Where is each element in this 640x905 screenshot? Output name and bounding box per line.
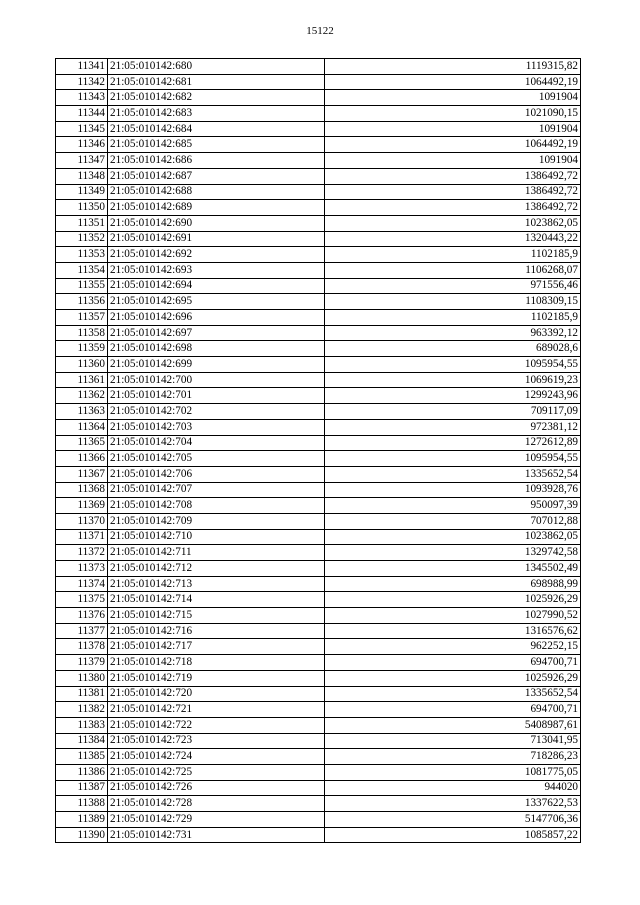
row-number-cell: 11377	[56, 623, 108, 639]
cadastral-value-cell: 1108309,15	[325, 294, 581, 310]
cadastral-number-cell: 21:05:010142:680	[108, 59, 325, 75]
cadastral-value-cell: 1102185,9	[325, 247, 581, 263]
table-row	[56, 670, 581, 686]
cadastral-number-cell: 21:05:010142:724	[108, 749, 325, 765]
cadastral-value-cell: 1093928,76	[325, 482, 581, 498]
cadastral-number-cell: 21:05:010142:685	[108, 137, 325, 153]
row-number-cell: 11347	[56, 153, 108, 169]
cadastral-value-cell: 963392,12	[325, 325, 581, 341]
table-row	[56, 388, 581, 404]
cadastral-value-cell: 972381,12	[325, 419, 581, 435]
cadastral-number-cell: 21:05:010142:693	[108, 262, 325, 278]
row-number-cell: 11383	[56, 717, 108, 733]
page-number: 15122	[306, 25, 334, 37]
row-number-cell: 11357	[56, 310, 108, 326]
cadastral-number-cell: 21:05:010142:689	[108, 200, 325, 216]
row-number-cell: 11356	[56, 294, 108, 310]
cadastral-number-cell: 21:05:010142:720	[108, 686, 325, 702]
cadastral-value-cell: 1081775,05	[325, 764, 581, 780]
row-number-cell: 11366	[56, 451, 108, 467]
cadastral-number-cell: 21:05:010142:711	[108, 545, 325, 561]
cadastral-value-cell: 1091904	[325, 153, 581, 169]
row-number-cell: 11388	[56, 796, 108, 812]
cadastral-number-cell: 21:05:010142:696	[108, 310, 325, 326]
cadastral-number-cell: 21:05:010142:702	[108, 404, 325, 420]
table-row	[56, 498, 581, 514]
table-row	[56, 466, 581, 482]
row-number-cell: 11385	[56, 749, 108, 765]
cadastral-number-cell: 21:05:010142:681	[108, 74, 325, 90]
row-number-cell: 11344	[56, 106, 108, 122]
table-row	[56, 74, 581, 90]
row-number-cell: 11368	[56, 482, 108, 498]
row-number-cell: 11374	[56, 576, 108, 592]
table-row	[56, 482, 581, 498]
row-number-cell: 11353	[56, 247, 108, 263]
cadastral-number-cell: 21:05:010142:715	[108, 608, 325, 624]
cadastral-number-cell: 21:05:010142:708	[108, 498, 325, 514]
cadastral-number-cell: 21:05:010142:687	[108, 168, 325, 184]
cadastral-number-cell: 21:05:010142:712	[108, 561, 325, 577]
cadastral-number-cell: 21:05:010142:683	[108, 106, 325, 122]
row-number-cell: 11341	[56, 59, 108, 75]
cadastral-value-cell: 1345502,49	[325, 561, 581, 577]
cadastral-number-cell: 21:05:010142:691	[108, 231, 325, 247]
table-row	[56, 90, 581, 106]
cadastral-value-cell: 1027990,52	[325, 608, 581, 624]
cadastral-number-cell: 21:05:010142:703	[108, 419, 325, 435]
table-row	[56, 686, 581, 702]
table-row	[56, 419, 581, 435]
cadastral-value-cell: 1337622,53	[325, 796, 581, 812]
table-row	[56, 435, 581, 451]
cadastral-number-cell: 21:05:010142:699	[108, 357, 325, 373]
cadastral-value-cell: 950097,39	[325, 498, 581, 514]
cadastral-number-cell: 21:05:010142:718	[108, 655, 325, 671]
cadastral-number-cell: 21:05:010142:726	[108, 780, 325, 796]
row-number-cell: 11360	[56, 357, 108, 373]
row-number-cell: 11348	[56, 168, 108, 184]
cadastral-number-cell: 21:05:010142:709	[108, 513, 325, 529]
row-number-cell: 11387	[56, 780, 108, 796]
row-number-cell: 11380	[56, 670, 108, 686]
table-row	[56, 404, 581, 420]
table-row	[56, 325, 581, 341]
row-number-cell: 11362	[56, 388, 108, 404]
row-number-cell: 11355	[56, 278, 108, 294]
table-row	[56, 702, 581, 718]
cadastral-value-cell: 1064492,19	[325, 137, 581, 153]
cadastral-value-cell: 1335652,54	[325, 686, 581, 702]
cadastral-value-cell: 1023862,05	[325, 529, 581, 545]
row-number-cell: 11343	[56, 90, 108, 106]
table-row	[56, 639, 581, 655]
row-number-cell: 11384	[56, 733, 108, 749]
row-number-cell: 11345	[56, 121, 108, 137]
cadastral-value-cell: 1320443,22	[325, 231, 581, 247]
row-number-cell: 11351	[56, 215, 108, 231]
row-number-cell: 11371	[56, 529, 108, 545]
cadastral-number-cell: 21:05:010142:710	[108, 529, 325, 545]
table-row	[56, 451, 581, 467]
row-number-cell: 11390	[56, 827, 108, 843]
cadastral-number-cell: 21:05:010142:697	[108, 325, 325, 341]
cadastral-value-cell: 694700,71	[325, 702, 581, 718]
row-number-cell: 11354	[56, 262, 108, 278]
cadastral-value-cell: 1335652,54	[325, 466, 581, 482]
cadastral-number-cell: 21:05:010142:713	[108, 576, 325, 592]
cadastral-number-cell: 21:05:010142:725	[108, 764, 325, 780]
row-number-cell: 11350	[56, 200, 108, 216]
cadastral-number-cell: 21:05:010142:690	[108, 215, 325, 231]
row-number-cell: 11381	[56, 686, 108, 702]
table-row	[56, 623, 581, 639]
row-number-cell: 11342	[56, 74, 108, 90]
row-number-cell: 11378	[56, 639, 108, 655]
table-row	[56, 357, 581, 373]
cadastral-value-cell: 1064492,19	[325, 74, 581, 90]
row-number-cell: 11382	[56, 702, 108, 718]
cadastral-value-cell: 1272612,89	[325, 435, 581, 451]
cadastral-number-cell: 21:05:010142:698	[108, 341, 325, 357]
cadastral-value-cell: 971556,46	[325, 278, 581, 294]
cadastral-number-cell: 21:05:010142:695	[108, 294, 325, 310]
cadastral-value-cell: 709117,09	[325, 404, 581, 420]
table-body	[56, 59, 581, 843]
table-row	[56, 827, 581, 843]
cadastral-number-cell: 21:05:010142:714	[108, 592, 325, 608]
table-row	[56, 231, 581, 247]
cadastral-value-cell: 1085857,22	[325, 827, 581, 843]
row-number-cell: 11367	[56, 466, 108, 482]
cadastral-value-cell: 1023862,05	[325, 215, 581, 231]
row-number-cell: 11359	[56, 341, 108, 357]
row-number-cell: 11365	[56, 435, 108, 451]
cadastral-value-cell: 718286,23	[325, 749, 581, 765]
cadastral-number-cell: 21:05:010142:716	[108, 623, 325, 639]
table-row	[56, 310, 581, 326]
cadastral-number-cell: 21:05:010142:706	[108, 466, 325, 482]
table-row	[56, 592, 581, 608]
row-number-cell: 11369	[56, 498, 108, 514]
cadastral-number-cell: 21:05:010142:729	[108, 812, 325, 828]
cadastral-value-cell: 689028,6	[325, 341, 581, 357]
cadastral-value-cell: 1386492,72	[325, 184, 581, 200]
cadastral-value-cell: 1386492,72	[325, 200, 581, 216]
cadastral-value-cell: 5147706,36	[325, 812, 581, 828]
cadastral-value-cell: 707012,88	[325, 513, 581, 529]
row-number-cell: 11389	[56, 812, 108, 828]
row-number-cell: 11376	[56, 608, 108, 624]
table-row	[56, 153, 581, 169]
row-number-cell: 11379	[56, 655, 108, 671]
cadastral-value-cell: 713041,95	[325, 733, 581, 749]
cadastral-value-cell: 1091904	[325, 121, 581, 137]
table-row	[56, 59, 581, 75]
cadastral-value-cell: 1025926,29	[325, 670, 581, 686]
cadastral-number-cell: 21:05:010142:719	[108, 670, 325, 686]
cadastral-number-cell: 21:05:010142:728	[108, 796, 325, 812]
table-row	[56, 812, 581, 828]
row-number-cell: 11370	[56, 513, 108, 529]
table-row	[56, 529, 581, 545]
cadastral-value-cell: 694700,71	[325, 655, 581, 671]
table-row	[56, 545, 581, 561]
row-number-cell: 11361	[56, 372, 108, 388]
cadastral-number-cell: 21:05:010142:707	[108, 482, 325, 498]
table-row	[56, 247, 581, 263]
cadastral-value-cell: 1095954,55	[325, 451, 581, 467]
cadastral-value-cell: 1119315,82	[325, 59, 581, 75]
row-number-cell: 11363	[56, 404, 108, 420]
row-number-cell: 11386	[56, 764, 108, 780]
table-row	[56, 168, 581, 184]
row-number-cell: 11358	[56, 325, 108, 341]
cadastral-value-cell: 1106268,07	[325, 262, 581, 278]
table-row	[56, 200, 581, 216]
table-row	[56, 749, 581, 765]
table-row	[56, 372, 581, 388]
cadastral-number-cell: 21:05:010142:721	[108, 702, 325, 718]
row-number-cell: 11349	[56, 184, 108, 200]
table-row	[56, 717, 581, 733]
cadastral-number-cell: 21:05:010142:692	[108, 247, 325, 263]
cadastral-value-cell: 962252,15	[325, 639, 581, 655]
row-number-cell: 11364	[56, 419, 108, 435]
cadastral-number-cell: 21:05:010142:694	[108, 278, 325, 294]
cadastral-value-cell: 1095954,55	[325, 357, 581, 373]
table-row	[56, 576, 581, 592]
cadastral-number-cell: 21:05:010142:688	[108, 184, 325, 200]
table-row	[56, 561, 581, 577]
table-row	[56, 121, 581, 137]
table-row	[56, 137, 581, 153]
table-row	[56, 341, 581, 357]
table-row	[56, 764, 581, 780]
row-number-cell: 11375	[56, 592, 108, 608]
row-number-cell: 11346	[56, 137, 108, 153]
cadastral-number-cell: 21:05:010142:722	[108, 717, 325, 733]
cadastral-value-cell: 1091904	[325, 90, 581, 106]
cadastral-value-cell: 1316576,62	[325, 623, 581, 639]
cadastral-number-cell: 21:05:010142:686	[108, 153, 325, 169]
table-row	[56, 608, 581, 624]
cadastral-value-table	[55, 58, 581, 843]
table-row	[56, 780, 581, 796]
cadastral-value-cell: 1329742,58	[325, 545, 581, 561]
cadastral-number-cell: 21:05:010142:731	[108, 827, 325, 843]
table-row	[56, 262, 581, 278]
table-row	[56, 278, 581, 294]
row-number-cell: 11373	[56, 561, 108, 577]
cadastral-number-cell: 21:05:010142:705	[108, 451, 325, 467]
cadastral-number-cell: 21:05:010142:717	[108, 639, 325, 655]
cadastral-value-cell: 1102185,9	[325, 310, 581, 326]
cadastral-number-cell: 21:05:010142:700	[108, 372, 325, 388]
cadastral-number-cell: 21:05:010142:684	[108, 121, 325, 137]
table-row	[56, 106, 581, 122]
table-row	[56, 513, 581, 529]
table-row	[56, 215, 581, 231]
row-number-cell: 11372	[56, 545, 108, 561]
cadastral-value-cell: 1069619,23	[325, 372, 581, 388]
cadastral-number-cell: 21:05:010142:701	[108, 388, 325, 404]
cadastral-value-cell: 1386492,72	[325, 168, 581, 184]
cadastral-value-cell: 944020	[325, 780, 581, 796]
row-number-cell: 11352	[56, 231, 108, 247]
cadastral-number-cell: 21:05:010142:682	[108, 90, 325, 106]
cadastral-number-cell: 21:05:010142:723	[108, 733, 325, 749]
table-row	[56, 184, 581, 200]
cadastral-value-cell: 5408987,61	[325, 717, 581, 733]
cadastral-value-cell: 1021090,15	[325, 106, 581, 122]
table-row	[56, 655, 581, 671]
table-row	[56, 294, 581, 310]
cadastral-value-cell: 698988,99	[325, 576, 581, 592]
cadastral-value-cell: 1025926,29	[325, 592, 581, 608]
cadastral-value-cell: 1299243,96	[325, 388, 581, 404]
table-row	[56, 796, 581, 812]
table-row	[56, 733, 581, 749]
cadastral-number-cell: 21:05:010142:704	[108, 435, 325, 451]
